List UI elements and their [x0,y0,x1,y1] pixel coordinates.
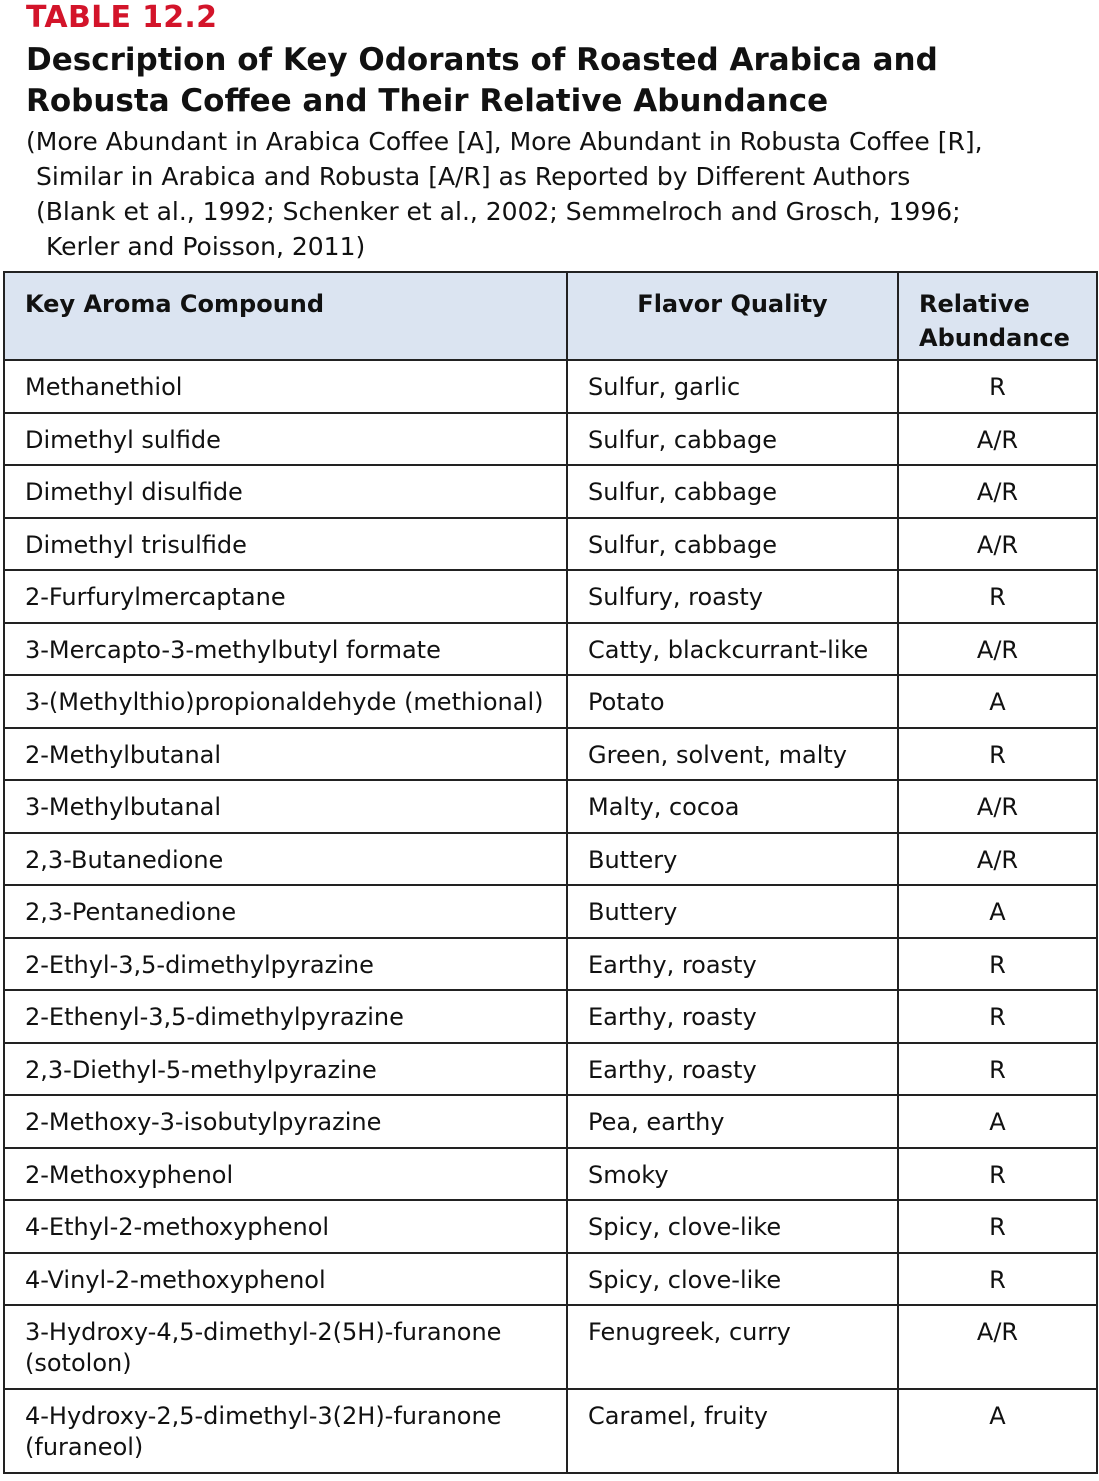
flavor-cell: Smoky [567,1148,898,1201]
compound-cell: 3-(Methylthio)propionaldehyde (methional) [4,675,567,728]
flavor-cell: Earthy, roasty [567,1043,898,1096]
flavor-cell: Earthy, roasty [567,990,898,1043]
flavor-cell: Sulfury, roasty [567,570,898,623]
compound-cell: 2-Furfurylmercaptane [4,570,567,623]
abundance-cell: A/R [898,833,1097,886]
abundance-cell: R [898,570,1097,623]
compound-cell: Dimethyl trisulfide [4,518,567,571]
compound-cell: 4-Hydroxy-2,5-dimethyl-3(2H)-furanone (furaneol) [4,1389,567,1473]
flavor-cell: Earthy, roasty [567,938,898,991]
table-row [4,938,1097,991]
table-row [4,1253,1097,1306]
abundance-cell: A/R [898,780,1097,833]
compound-cell: Methanethiol [4,360,567,413]
table-row [4,990,1097,1043]
flavor-cell: Spicy, clove-like [567,1200,898,1253]
table-row [4,1148,1097,1201]
compound-cell: 2-Ethyl-3,5-dimethylpyrazine [4,938,567,991]
subtitle-line-2: Similar in Arabica and Robusta [A/R] as Reported by Different Authors [36,162,911,191]
table-label: TABLE 12.2 [26,0,218,35]
flavor-cell: Malty, cocoa [567,780,898,833]
table-row [4,780,1097,833]
header-row [4,272,1097,360]
flavor-cell: Sulfur, garlic [567,360,898,413]
header-compound: Key Aroma Compound [4,272,567,360]
compound-cell: 3-Methylbutanal [4,780,567,833]
compound-cell: 3-Mercapto-3-methylbutyl formate [4,623,567,676]
flavor-cell: Potato [567,675,898,728]
abundance-cell: A/R [898,1305,1097,1389]
compound-cell: 2,3-Butanedione [4,833,567,886]
compound-cell: 2-Methylbutanal [4,728,567,781]
subtitle-line-1: (More Abundant in Arabica Coffee [A], More Abundant in Robusta Coffee [R], [26,127,983,156]
table-row [4,518,1097,571]
table-row [4,1095,1097,1148]
table-row [4,623,1097,676]
flavor-cell: Buttery [567,885,898,938]
flavor-cell: Caramel, fruity [567,1389,898,1473]
compound-cell: 2,3-Diethyl-5-methylpyrazine [4,1043,567,1096]
table-row [4,675,1097,728]
flavor-cell: Catty, blackcurrant-like [567,623,898,676]
compound-cell: 2,3-Pentanedione [4,885,567,938]
abundance-cell: A [898,1095,1097,1148]
abundance-cell: A [898,1389,1097,1473]
abundance-cell: A/R [898,465,1097,518]
abundance-cell: A/R [898,623,1097,676]
abundance-cell: R [898,1253,1097,1306]
table-row [4,570,1097,623]
abundance-cell: R [898,938,1097,991]
flavor-cell: Green, solvent, malty [567,728,898,781]
flavor-cell: Buttery [567,833,898,886]
subtitle-line-4: Kerler and Poisson, 2011) [46,232,366,261]
header-flavor: Flavor Quality [567,272,898,360]
table-row [4,1043,1097,1096]
table-row [4,728,1097,781]
flavor-cell: Sulfur, cabbage [567,518,898,571]
table-row [4,1305,1097,1389]
abundance-cell: R [898,728,1097,781]
table-row [4,1200,1097,1253]
flavor-cell: Fenugreek, curry [567,1305,898,1389]
abundance-cell: A [898,675,1097,728]
table-row [4,465,1097,518]
abundance-cell: R [898,1148,1097,1201]
compound-cell: 2-Methoxy-3-isobutylpyrazine [4,1095,567,1148]
flavor-cell: Spicy, clove-like [567,1253,898,1306]
subtitle-line-3: (Blank et al., 1992; Schenker et al., 2002; Semmelroch and Grosch, 1996; [36,197,961,226]
abundance-cell: R [898,1043,1097,1096]
compound-cell: 4-Ethyl-2-methoxyphenol [4,1200,567,1253]
table-title: Description of Key Odorants of Roasted Arabica and Robusta Coffee and Their Relative Abundance [26,42,938,119]
abundance-cell: R [898,360,1097,413]
table-row [4,885,1097,938]
abundance-cell: A [898,885,1097,938]
compound-cell: 2-Ethenyl-3,5-dimethylpyrazine [4,990,567,1043]
table-row [4,833,1097,886]
table-subtitle [26,124,1094,264]
compound-cell: 2-Methoxyphenol [4,1148,567,1201]
table-row [4,360,1097,413]
table-header [4,272,1097,360]
compound-cell: Dimethyl disulfide [4,465,567,518]
flavor-cell: Sulfur, cabbage [567,413,898,466]
abundance-cell: A/R [898,518,1097,571]
table-body [4,360,1097,1473]
compound-cell: 4-Vinyl-2-methoxyphenol [4,1253,567,1306]
compound-cell: 3-Hydroxy-4,5-dimethyl-2(5H)-furanone (sotolon) [4,1305,567,1389]
flavor-cell: Pea, earthy [567,1095,898,1148]
header-abundance: Relative Abundance [898,272,1097,360]
abundance-cell: A/R [898,413,1097,466]
table-row [4,413,1097,466]
abundance-cell: R [898,1200,1097,1253]
flavor-cell: Sulfur, cabbage [567,465,898,518]
table-row [4,1389,1097,1473]
odorants-table [3,271,1098,1474]
abundance-cell: R [898,990,1097,1043]
compound-cell: Dimethyl sulfide [4,413,567,466]
